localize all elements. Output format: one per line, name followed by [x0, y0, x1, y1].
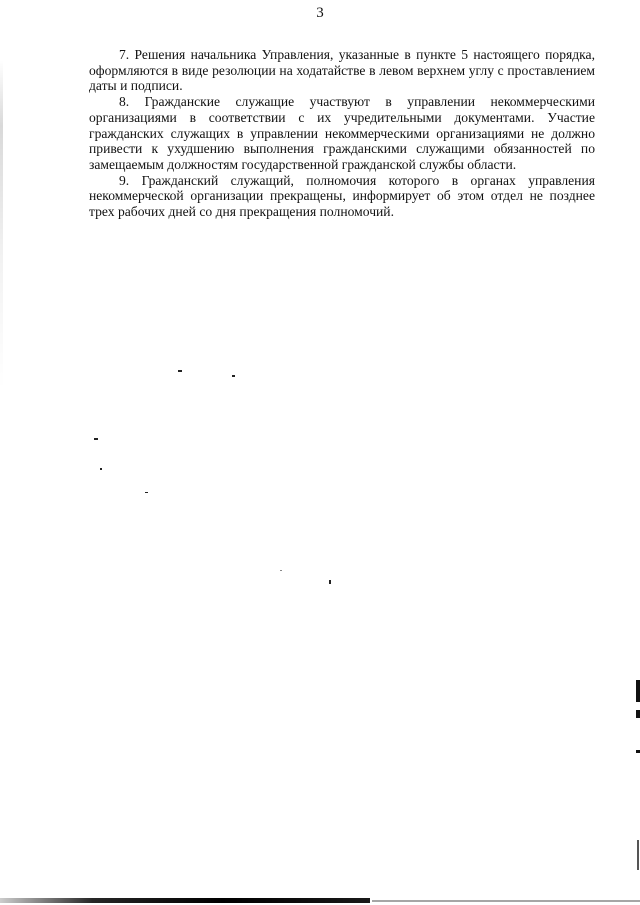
scan-edge-left	[0, 60, 3, 390]
paragraph-9: 9. Гражданский служащий, полномочия которого в органах управления некоммерческой организации прекращены, информирует об этом отдел не позднее трех рабочих дней со дня прекращения полномочий.	[89, 172, 595, 220]
scan-speck	[329, 580, 331, 584]
scan-speck	[94, 438, 98, 440]
scan-speck	[280, 570, 282, 571]
paragraph-7: 7. Решения начальника Управления, указанные в пункте 5 настоящего порядка, оформляются в виде резолюции на ходатайстве в левом верхнем углу с проставлением даты и подписи.	[89, 47, 595, 94]
scan-speck	[232, 375, 235, 377]
paragraph-8: 8. Гражданские служащие участвуют в управлении некоммерческими организациями в соответствии с их учредительными документами. Участие гражданских служащих в управлении некоммерческими организациями не должно привести к ухудшению выполнения гражданскими служащими обязанностей по замещаемым должностям государственной гражданской службы области.	[89, 94, 595, 172]
page-number: 3	[316, 5, 324, 21]
scan-speck	[100, 468, 102, 470]
scan-edge-bottom	[0, 895, 640, 905]
scan-speck	[145, 492, 148, 493]
scan-edge-right	[634, 600, 640, 890]
scan-speck	[178, 370, 182, 372]
document-body	[89, 47, 595, 220]
